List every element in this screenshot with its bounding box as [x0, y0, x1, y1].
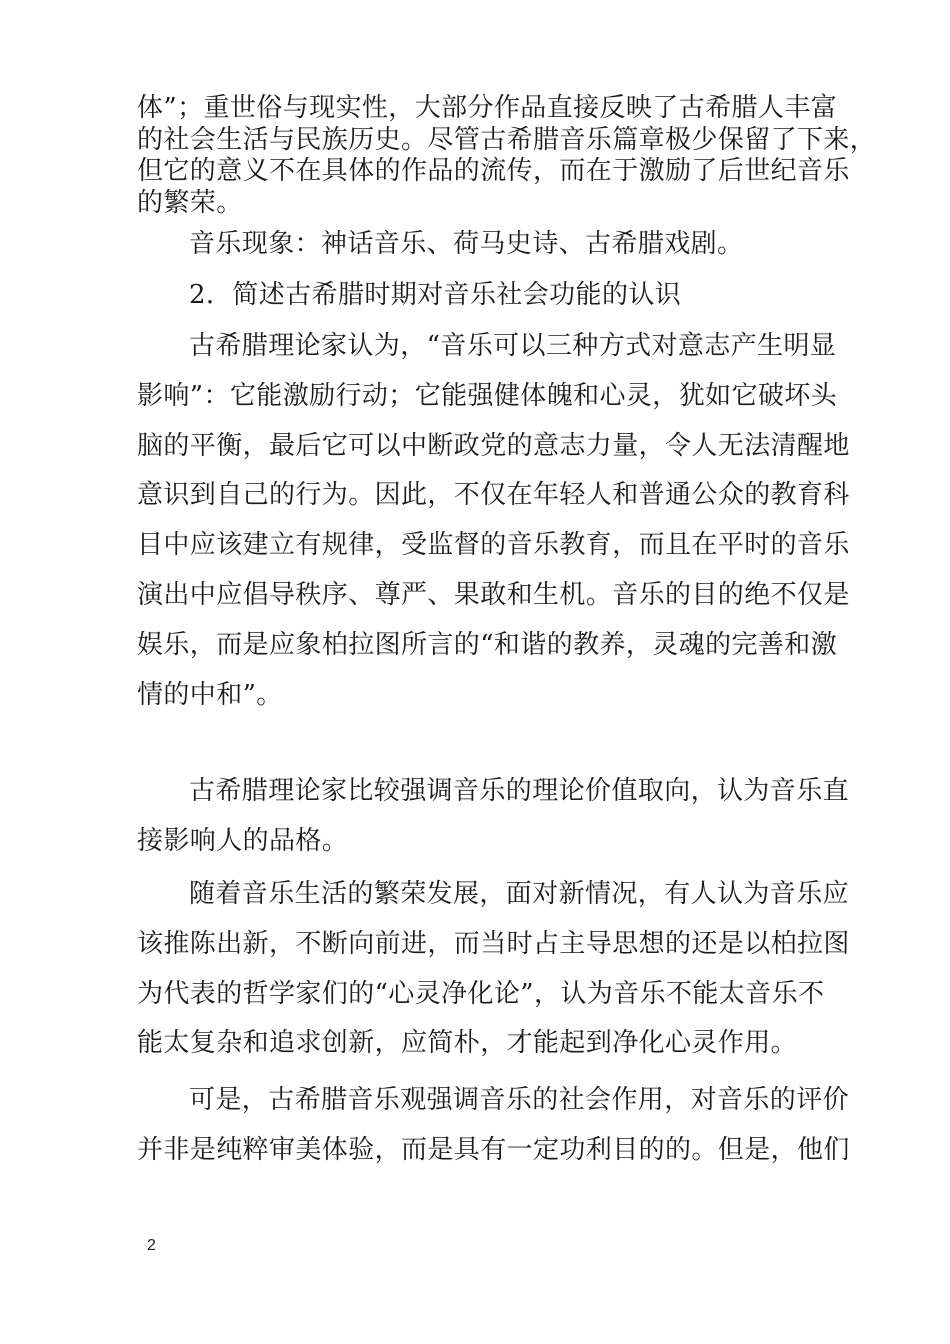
- text-line: 能太复杂和追求创新，应简朴，才能起到净化心灵作用。: [137, 1028, 798, 1059]
- paragraph-theoretical-value: [137, 767, 850, 867]
- text-line: 情的中和”。: [137, 679, 283, 710]
- question-heading: [137, 280, 879, 312]
- text-line: 脑的平衡，最后它可以中断政党的意志力量，令人无法清醒地: [137, 430, 850, 461]
- text-line: 并非是纯粹审美体验，而是具有一定功利目的的。但是，他们: [137, 1134, 850, 1165]
- text-line: 该推陈出新，不断向前进，而当时占主导思想的还是以柏拉图: [137, 928, 850, 959]
- text-line: 为代表的哲学家们的“心灵净化论”，认为音乐不能太音乐不: [137, 978, 825, 1009]
- text-line: 但它的意义不在具体的作品的流传，而在于激励了后世纪音乐: [137, 156, 850, 186]
- paragraph-music-development: [137, 870, 850, 1069]
- text-line: 音乐现象：神话音乐、荷马史诗、古希腊戏剧。: [189, 229, 744, 259]
- text-line: 的繁荣。: [137, 187, 243, 218]
- paragraph-continuation: [137, 93, 877, 219]
- text-line: 目中应该建立有规律，受监督的音乐教育，而且在平时的音乐: [137, 530, 850, 561]
- text-line: 体”；重世俗与现实性，大部分作品直接反映了古希腊人丰富: [137, 93, 838, 123]
- text-line: 演出中应倡导秩序、尊严、果敢和生机。音乐的目的绝不仅是: [137, 579, 850, 610]
- paragraph-theorists-view: [137, 322, 850, 720]
- text-line: 可是，古希腊音乐观强调音乐的社会作用，对音乐的评价: [189, 1085, 850, 1115]
- paragraph-music-phenomena: [137, 229, 879, 261]
- text-line: 娱乐，而是应象柏拉图所言的“和谐的教养，灵魂的完善和激: [137, 629, 838, 660]
- text-line: 随着音乐生活的繁荣发展，面对新情况，有人认为音乐应: [189, 879, 850, 909]
- text-line: 古希腊理论家认为，“音乐可以三种方式对意志产生明显: [189, 331, 837, 361]
- text-line: 影响”：它能激励行动；它能强健体魄和心灵，犹如它破坏头: [137, 380, 838, 411]
- text-line: 意识到自己的行为。因此，不仅在年轻人和普通公众的教育科: [137, 480, 850, 511]
- text-line: 古希腊理论家比较强调音乐的理论价值取向，认为音乐直: [189, 776, 850, 806]
- text-line: 接影响人的品格。: [137, 825, 349, 856]
- text-line: 的社会生活与民族历史。尽管古希腊音乐篇章极少保留了下来，: [137, 124, 877, 155]
- text-line: 2．简述古希腊时期对音乐社会功能的认识: [189, 280, 682, 310]
- paragraph-social-function: [137, 1076, 850, 1176]
- page-number: 2: [147, 1237, 156, 1254]
